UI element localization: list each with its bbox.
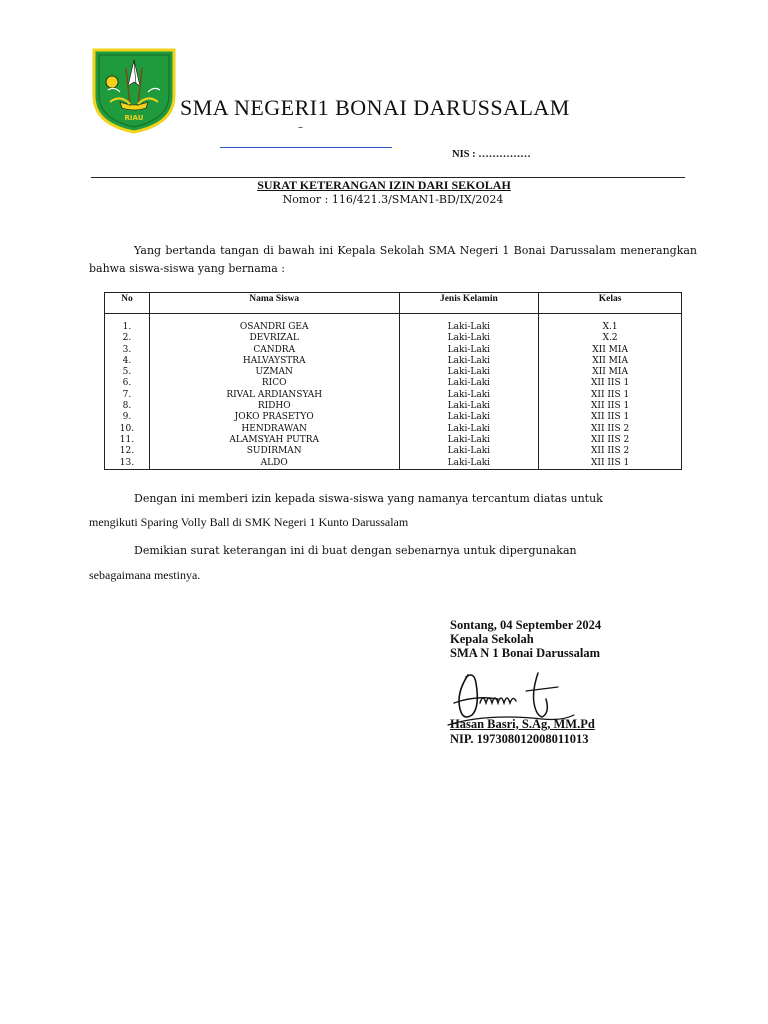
letter-number: Nomor : 116/421.3/SMAN1-BD/IX/2024	[282, 193, 504, 206]
cell-kelas: XII IIS 1	[539, 378, 682, 389]
cell-kelas: XII IIS 1	[539, 458, 682, 470]
cell-no: 2.	[105, 333, 150, 344]
letter-title-text: SURAT KETERANGAN IZIN DARI SEKOLAH	[257, 178, 511, 192]
header-dash: –	[298, 122, 303, 133]
closing-paragraph-line2: sebagaimana mestinya.	[89, 568, 201, 582]
cell-jenis-kelamin: Laki-Laki	[399, 412, 539, 423]
closing-paragraph: Demikian surat keterangan ini di buat dengan sebenarnya untuk dipergunakan	[134, 544, 577, 557]
cell-kelas: XII IIS 2	[539, 424, 682, 435]
table-row	[105, 435, 682, 446]
table-row	[105, 412, 682, 423]
cell-nama-siswa: SUDIRMAN	[149, 446, 399, 457]
cell-jenis-kelamin: Laki-Laki	[399, 390, 539, 401]
cell-no: 12.	[105, 446, 150, 457]
table-row	[105, 356, 682, 367]
cell-kelas: XII IIS 2	[539, 435, 682, 446]
signature-role: Kepala Sekolah	[450, 632, 534, 646]
cell-jenis-kelamin: Laki-Laki	[399, 424, 539, 435]
cell-no: 7.	[105, 390, 150, 401]
cell-kelas: XII MIA	[539, 345, 682, 356]
cell-no: 9.	[105, 412, 150, 423]
cell-jenis-kelamin: Laki-Laki	[399, 356, 539, 367]
cell-kelas: X.1	[539, 314, 682, 334]
cell-nama-siswa: JOKO PRASETYO	[149, 412, 399, 423]
cell-no: 11.	[105, 435, 150, 446]
cell-jenis-kelamin: Laki-Laki	[399, 378, 539, 389]
cell-jenis-kelamin: Laki-Laki	[399, 345, 539, 356]
table-row	[105, 345, 682, 356]
nis-field: NIS : ……………	[452, 149, 531, 160]
cell-nama-siswa: ALAMSYAH PUTRA	[149, 435, 399, 446]
table-row	[105, 314, 682, 334]
signature-place-date: Sontang, 04 September 2024	[450, 618, 602, 632]
school-emblem-logo	[90, 46, 178, 134]
table-row	[105, 401, 682, 412]
cell-nama-siswa: RIDHO	[149, 401, 399, 412]
cell-nama-siswa: UZMAN	[149, 367, 399, 378]
header-kelas: Kelas	[539, 293, 682, 314]
cell-jenis-kelamin: Laki-Laki	[399, 333, 539, 344]
table-row	[105, 390, 682, 401]
cell-jenis-kelamin: Laki-Laki	[399, 446, 539, 457]
cell-jenis-kelamin: Laki-Laki	[399, 435, 539, 446]
cell-kelas: XII IIS 1	[539, 390, 682, 401]
cell-no: 5.	[105, 367, 150, 378]
table-row	[105, 458, 682, 470]
cell-nama-siswa: OSANDRI GEA	[149, 314, 399, 334]
cell-jenis-kelamin: Laki-Laki	[399, 367, 539, 378]
cell-nama-siswa: HENDRAWAN	[149, 424, 399, 435]
letter-title	[0, 178, 768, 193]
cell-kelas: XII IIS 1	[539, 412, 682, 423]
cell-kelas: XII MIA	[539, 367, 682, 378]
cell-no: 3.	[105, 345, 150, 356]
cell-kelas: XII IIS 1	[539, 401, 682, 412]
signatory-nip: NIP. 197308012008011013	[450, 732, 589, 746]
cell-nama-siswa: HALVAYSTRA	[149, 356, 399, 367]
header-blue-rule	[220, 147, 392, 148]
cell-nama-siswa: CANDRA	[149, 345, 399, 356]
table-row	[105, 367, 682, 378]
cell-no: 10.	[105, 424, 150, 435]
signatory-name: Hasan Basri, S.Ag, MM.Pd	[450, 717, 595, 731]
cell-nama-siswa: ALDO	[149, 458, 399, 470]
cell-kelas: XII MIA	[539, 356, 682, 367]
cell-no: 1.	[105, 314, 150, 334]
cell-no: 4.	[105, 356, 150, 367]
header-jenis-kelamin: Jenis Kelamin	[399, 293, 539, 314]
cell-nama-siswa: DEVRIZAL	[149, 333, 399, 344]
cell-jenis-kelamin: Laki-Laki	[399, 401, 539, 412]
permission-paragraph-line2: mengikuti Sparing Volly Ball di SMK Negeri 1 Kunto Darussalam	[89, 515, 409, 529]
cell-jenis-kelamin: Laki-Laki	[399, 458, 539, 470]
cell-no: 6.	[105, 378, 150, 389]
school-name-heading: SMA NEGERI1 BONAI DARUSSALAM	[180, 95, 570, 120]
student-table	[104, 292, 682, 470]
cell-no: 13.	[105, 458, 150, 470]
table-row	[105, 424, 682, 435]
intro-paragraph: Yang bertanda tangan di bawah ini Kepala Sekolah SMA Negeri 1 Bonai Darussalam menerangkan bahwa siswa-siswa yang bernama :	[89, 244, 697, 275]
signature-school: SMA N 1 Bonai Darussalam	[450, 646, 601, 660]
header-nama-siswa: Nama Siswa	[149, 293, 399, 314]
cell-nama-siswa: RIVAL ARDIANSYAH	[149, 390, 399, 401]
table-row	[105, 446, 682, 457]
permission-paragraph: Dengan ini memberi izin kepada siswa-siswa yang namanya tercantum diatas untuk	[134, 492, 603, 505]
cell-kelas: X.2	[539, 333, 682, 344]
cell-jenis-kelamin: Laki-Laki	[399, 314, 539, 334]
cell-kelas: XII IIS 2	[539, 446, 682, 457]
table-header-row	[105, 293, 682, 314]
table-row	[105, 333, 682, 344]
table-row	[105, 378, 682, 389]
logo-text: RIAU	[124, 114, 144, 122]
cell-no: 8.	[105, 401, 150, 412]
header-no: No	[105, 293, 150, 314]
table-body	[105, 314, 682, 470]
cell-nama-siswa: RICO	[149, 378, 399, 389]
